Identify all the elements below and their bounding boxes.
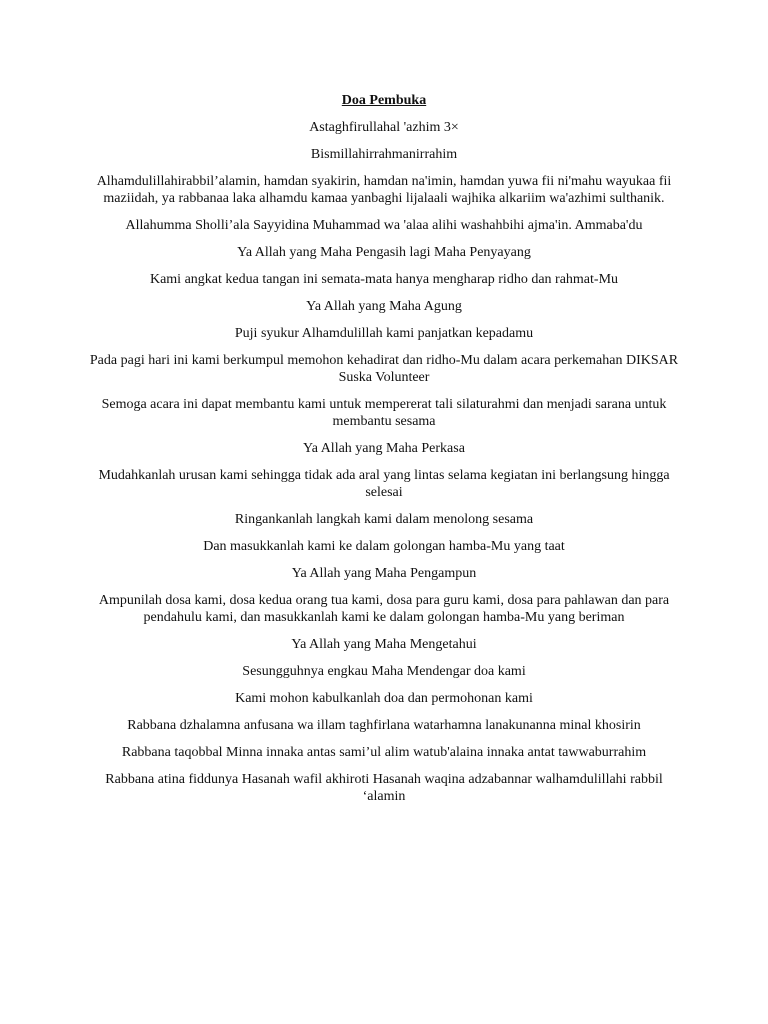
prayer-line: Rabbana taqobbal Minna innaka antas sami’ul alim watub'alaina innaka antat tawwaburrahim xyxy=(121,745,647,760)
prayer-line: Puji syukur Alhamdulillah kami panjatkan kepadamu xyxy=(234,326,534,341)
prayer-line: Ya Allah yang Maha Perkasa xyxy=(303,441,465,456)
prayer-line: Ya Allah yang Maha Pengasih lagi Maha Penyayang xyxy=(237,245,531,260)
prayer-line: Kami angkat kedua tangan ini semata-mata hanya mengharap ridho dan rahmat-Mu xyxy=(149,272,619,287)
prayer-line-sholawat: Allahumma Sholli’ala Sayyidina Muhammad wa 'alaa alihi washahbihi ajma'in. Ammaba'du xyxy=(125,218,643,233)
prayer-line: Ya Allah yang Maha Agung xyxy=(306,299,462,314)
prayer-line: Ringankanlah langkah kami dalam menolong sesama xyxy=(234,512,534,527)
prayer-line-basmalah: Bismillahirrahmanirrahim xyxy=(310,147,458,162)
prayer-line: Dan masukkanlah kami ke dalam golongan hamba-Mu yang taat xyxy=(203,539,565,554)
prayer-line: Sesungguhnya engkau Maha Mendengar doa kami xyxy=(242,664,526,679)
document-title: Doa Pembuka xyxy=(341,93,427,108)
prayer-line: Ya Allah yang Maha Pengampun xyxy=(291,566,477,581)
prayer-line: Semoga acara ini dapat membantu kami untuk mempererat tali silaturahmi dan menjadi sarana untuk membantu sesama xyxy=(101,397,667,429)
prayer-line-istighfar: Astaghfirullahal 'azhim 3× xyxy=(309,120,459,135)
document-page xyxy=(84,92,684,815)
prayer-line: Ya Allah yang Maha Mengetahui xyxy=(291,637,477,652)
prayer-line: Kami mohon kabulkanlah doa dan permohonan kami xyxy=(235,691,533,706)
prayer-line-hamdalah: Alhamdulillahirabbil’alamin, hamdan syakirin, hamdan na'imin, hamdan yuwa fii ni'mahu wayukaa fii maziidah, ya rabbanaa laka alhamdu kamaa yanbaghi lijalaali wajhika alkariim wa'azhimi sulthanik. xyxy=(96,174,672,206)
prayer-line: Rabbana dzhalamna anfusana wa illam taghfirlana watarhamna lanakunanna minal khosirin xyxy=(127,718,641,733)
prayer-line: Rabbana atina fiddunya Hasanah wafil akhiroti Hasanah waqina adzabannar walhamdulillahi rabbil ‘alamin xyxy=(105,772,663,804)
prayer-line: Ampunilah dosa kami, dosa kedua orang tua kami, dosa para guru kami, dosa para pahlawan dan para pendahulu kami, dan masukkanlah kami ke dalam golongan hamba-Mu yang beriman xyxy=(98,593,670,625)
prayer-line: Mudahkanlah urusan kami sehingga tidak ada aral yang lintas selama kegiatan ini berlangsung hingga selesai xyxy=(98,468,670,500)
prayer-line: Pada pagi hari ini kami berkumpul memohon kehadirat dan ridho-Mu dalam acara perkemahan DIKSAR Suska Volunteer xyxy=(89,353,679,385)
